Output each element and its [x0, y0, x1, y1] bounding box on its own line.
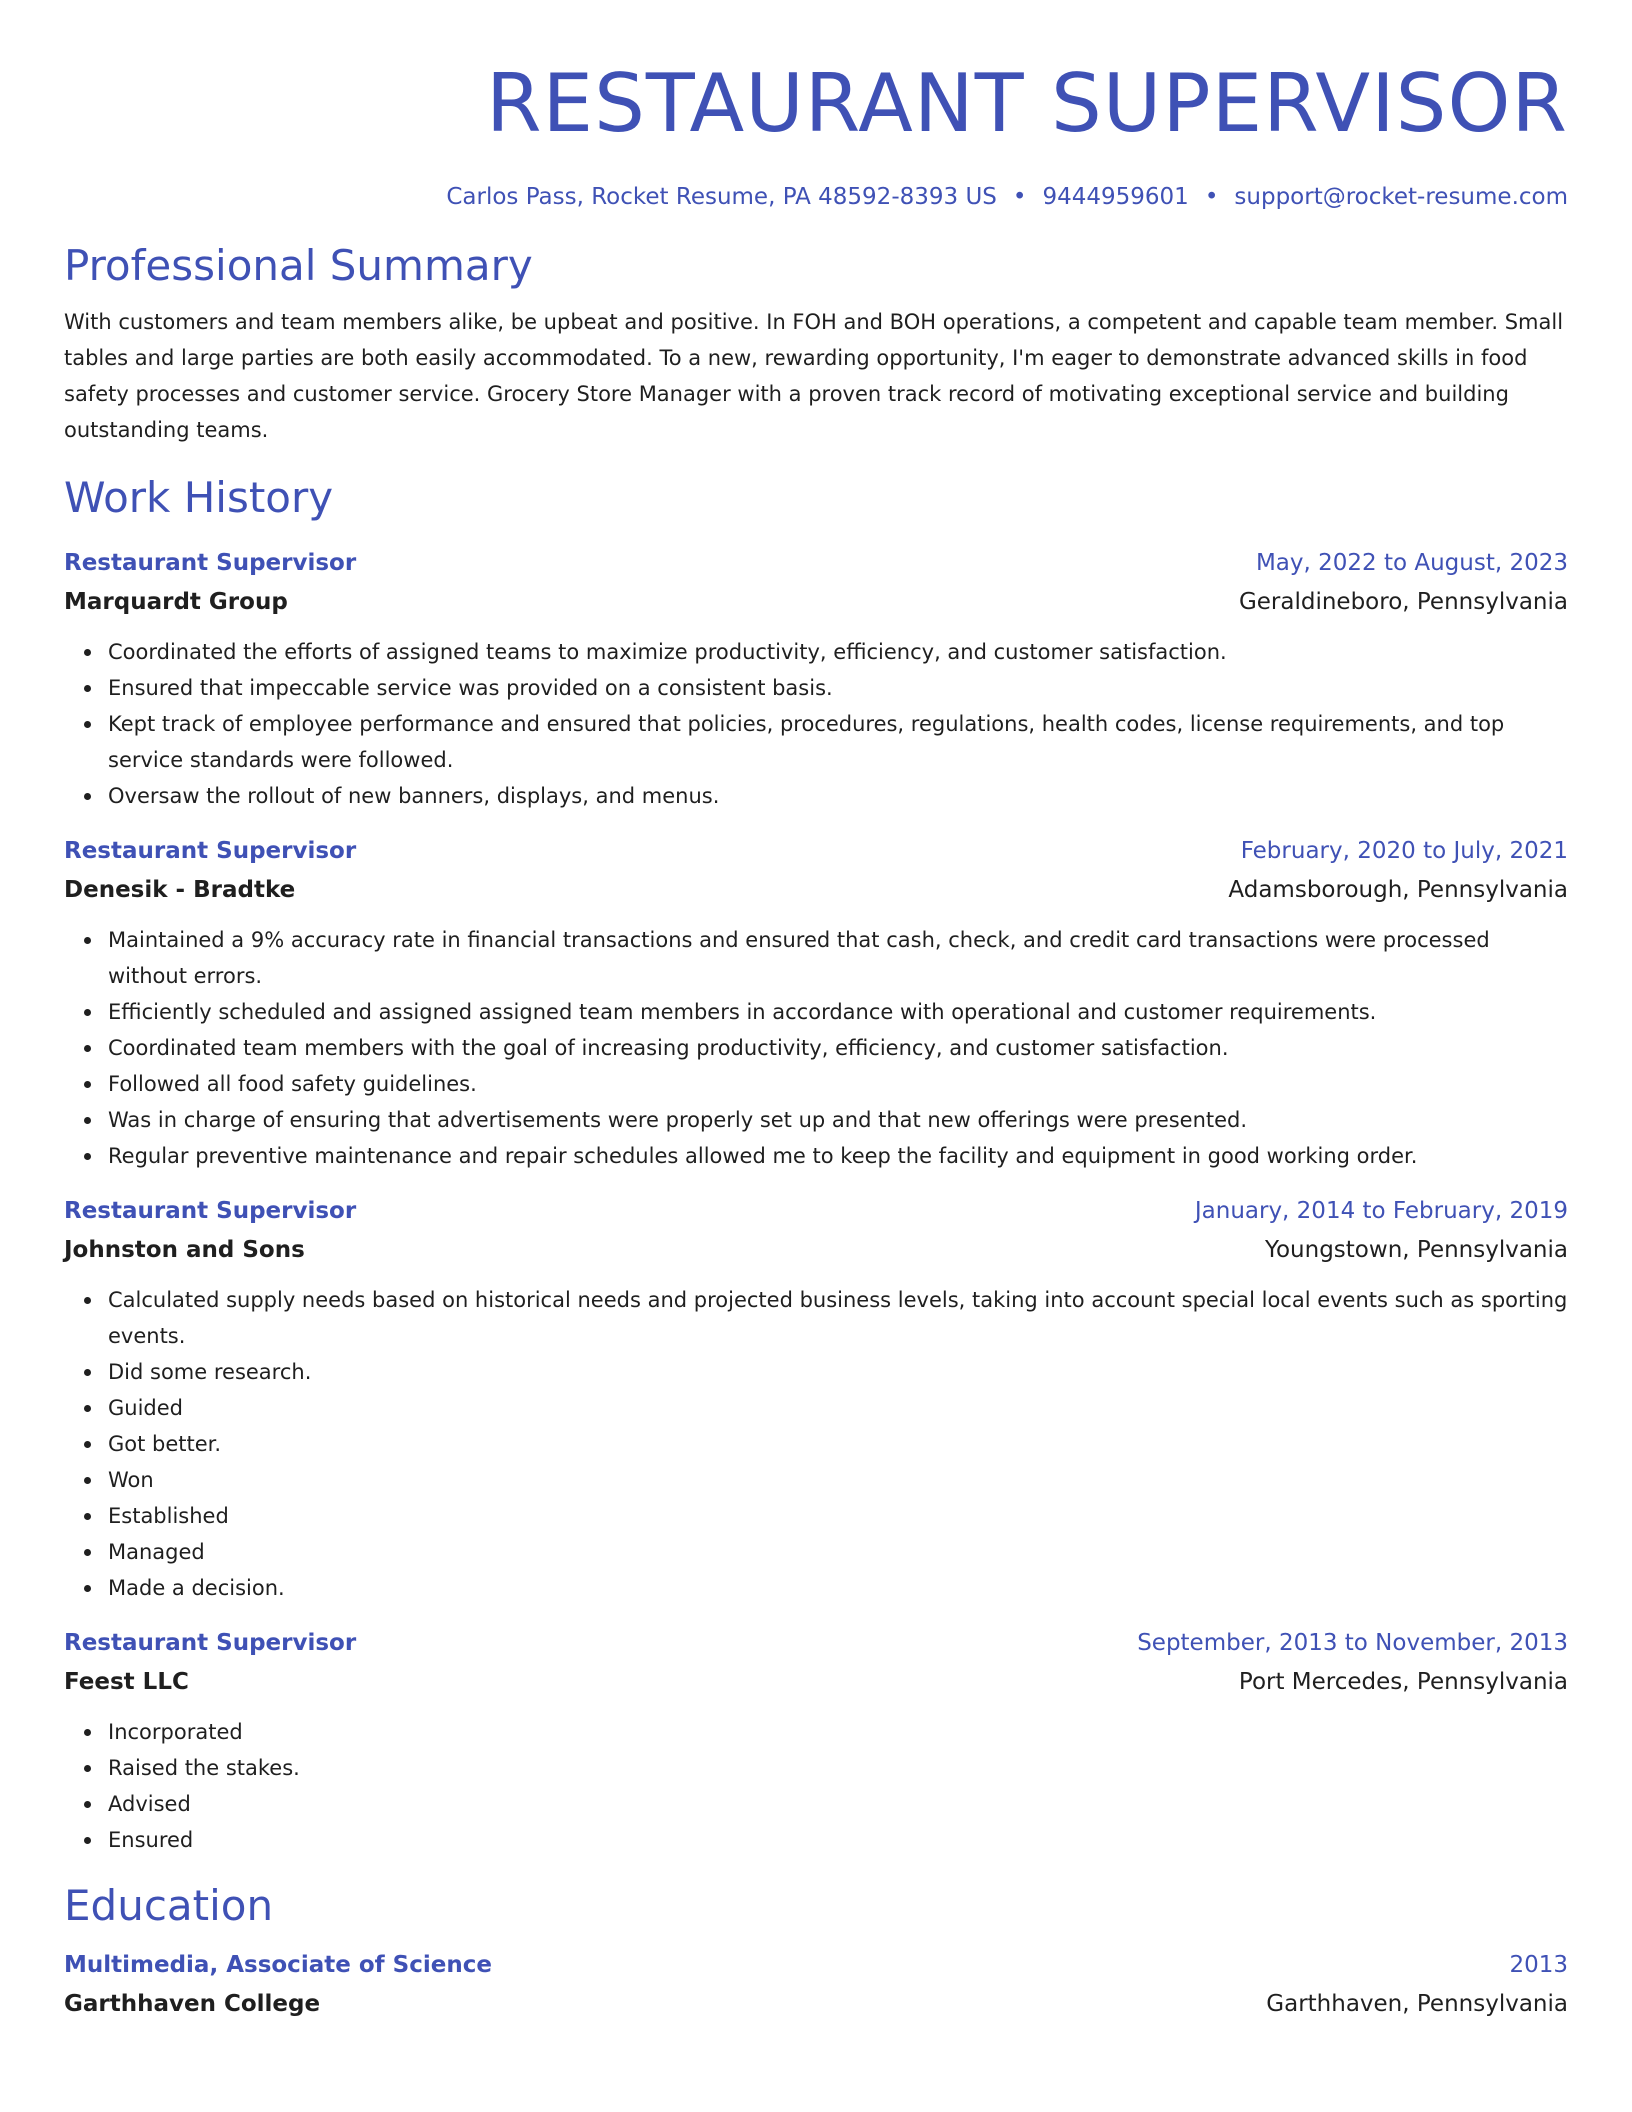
job-duties-list: [64, 922, 1568, 1174]
job-dates: February, 2020 to July, 2021: [1240, 838, 1568, 864]
job-title: Restaurant Supervisor: [64, 1198, 357, 1224]
list-item: Advised: [108, 1786, 1568, 1822]
job-dates: January, 2014 to February, 2019: [1194, 1198, 1568, 1224]
job-location: Adamsborough, Pennsylvania: [1228, 877, 1568, 903]
list-item: Established: [108, 1498, 1568, 1534]
list-item: Calculated supply needs based on historical needs and projected business levels, taking into account special local events such as sporting events.: [108, 1282, 1568, 1354]
list-item: Managed: [108, 1534, 1568, 1570]
contact-line: [64, 182, 1568, 212]
list-item: Ensured: [108, 1822, 1568, 1858]
resume-name-title: RESTAURANT SUPERVISOR: [485, 57, 1568, 150]
list-item: Won: [108, 1462, 1568, 1498]
school-name: Garthhaven College: [64, 1991, 321, 2017]
company-name: Denesik - Bradtke: [64, 877, 296, 903]
resume-page: [64, 0, 1568, 2024]
job-entry: [64, 832, 1568, 1174]
job-dates: May, 2022 to August, 2023: [1255, 550, 1568, 576]
list-item: Coordinated the efforts of assigned teams to maximize productivity, efficiency, and customer satisfaction.: [108, 634, 1568, 670]
list-item: Kept track of employee performance and ensured that policies, procedures, regulations, health codes, license requirements, and top service standards were followed.: [108, 706, 1568, 778]
education-heading: Education: [64, 1881, 274, 1930]
work-history-heading: Work History: [64, 473, 334, 522]
job-dates: September, 2013 to November, 2013: [1137, 1630, 1568, 1656]
list-item: Did some research.: [108, 1354, 1568, 1390]
job-entry: [64, 1624, 1568, 1858]
summary-heading: Professional Summary: [64, 241, 533, 290]
list-item: Regular preventive maintenance and repair schedules allowed me to keep the facility and equipment in good working order.: [108, 1138, 1568, 1174]
degree-name: Multimedia, Associate of Science: [64, 1952, 492, 1978]
contact-email: support@rocket-resume.com: [1234, 184, 1568, 210]
list-item: Incorporated: [108, 1714, 1568, 1750]
job-entry: [64, 1192, 1568, 1606]
company-name: Marquardt Group: [64, 589, 288, 615]
job-duties-list: [64, 1714, 1568, 1858]
contact-phone: 9444959601: [1042, 184, 1189, 210]
list-item: Got better.: [108, 1426, 1568, 1462]
list-item: Made a decision.: [108, 1570, 1568, 1606]
graduation-year: 2013: [1509, 1952, 1568, 1978]
job-duties-list: [64, 1282, 1568, 1606]
list-item: Oversaw the rollout of new banners, displays, and menus.: [108, 778, 1568, 814]
list-item: Coordinated team members with the goal of increasing productivity, efficiency, and customer satisfaction.: [108, 1030, 1568, 1066]
list-item: Raised the stakes.: [108, 1750, 1568, 1786]
contact-separator: •: [1204, 184, 1219, 210]
list-item: Ensured that impeccable service was provided on a consistent basis.: [108, 670, 1568, 706]
job-location: Geraldineboro, Pennsylvania: [1238, 589, 1568, 615]
list-item: Maintained a 9% accuracy rate in financial transactions and ensured that cash, check, and credit card transactions were processed without errors.: [108, 922, 1568, 994]
job-duties-list: [64, 634, 1568, 814]
summary-text: With customers and team members alike, be upbeat and positive. In FOH and BOH operations, a competent and capable team member. Small tables and large parties are both easily accommodated. To a new, rewarding opportunity, I'm eager to demonstrate advanced skills in food safety processes and customer service. Grocery Store Manager with a proven track record of motivating exceptional service and building outstanding teams.: [64, 310, 1564, 442]
list-item: Was in charge of ensuring that advertisements were properly set up and that new offerings were presented.: [108, 1102, 1568, 1138]
job-title: Restaurant Supervisor: [64, 838, 357, 864]
job-location: Port Mercedes, Pennsylvania: [1238, 1669, 1568, 1695]
education-entry: [64, 1946, 1568, 2024]
list-item: Efficiently scheduled and assigned assigned team members in accordance with operational and customer requirements.: [108, 994, 1568, 1030]
job-title: Restaurant Supervisor: [64, 1630, 357, 1656]
company-name: Johnston and Sons: [64, 1237, 305, 1263]
job-title: Restaurant Supervisor: [64, 550, 357, 576]
list-item: Guided: [108, 1390, 1568, 1426]
job-location: Youngstown, Pennsylvania: [1264, 1237, 1568, 1263]
school-location: Garthhaven, Pennsylvania: [1266, 1991, 1568, 2017]
contact-address: Carlos Pass, Rocket Resume, PA 48592-8393 US: [446, 184, 997, 210]
contact-separator: •: [1012, 184, 1027, 210]
company-name: Feest LLC: [64, 1669, 189, 1695]
job-entry: [64, 544, 1568, 814]
list-item: Followed all food safety guidelines.: [108, 1066, 1568, 1102]
